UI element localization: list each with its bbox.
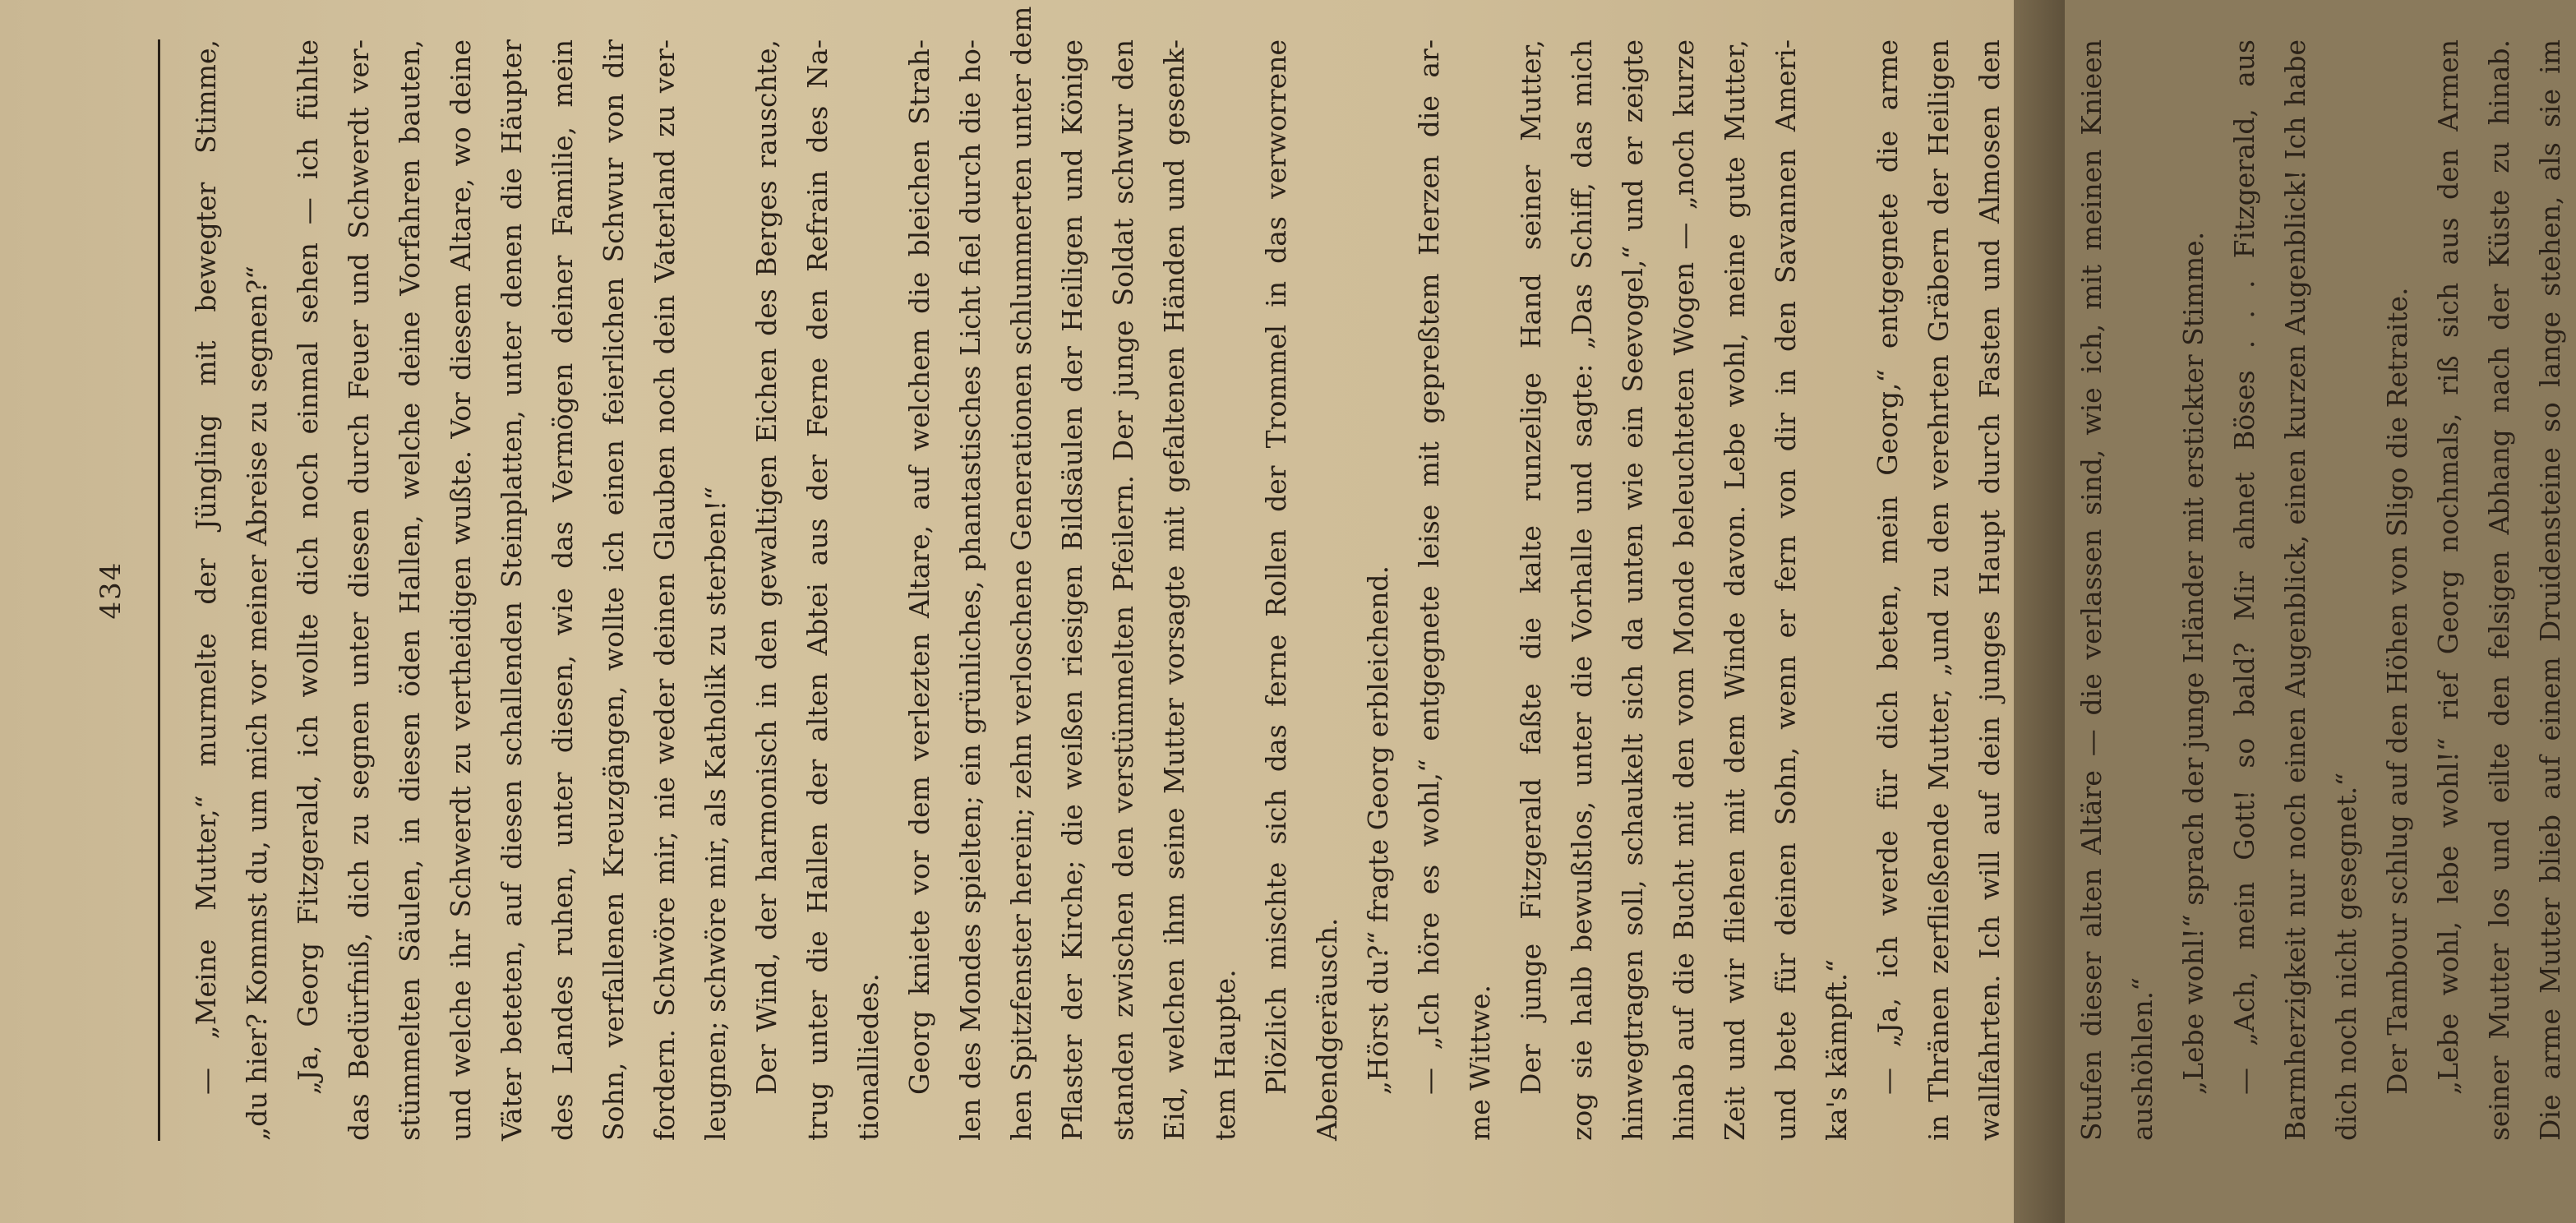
text-line: zog sie halb bewußtlos, unter die Vorhalle und sagte: „Das Schiff, das mich bbox=[1566, 39, 1598, 1141]
text-line: — „Ach, mein Gott! so bald? Mir ahnet Böses . . . Fitzgerald, aus bbox=[2228, 39, 2260, 1095]
text-line: Georg kniete vor dem verlezten Altare, auf welchem die bleichen Strah- bbox=[903, 39, 935, 1095]
text-line: — „Meine Mutter,“ murmelte der Jüngling mit bewegter Stimme, bbox=[190, 39, 222, 1095]
text-line: „Ja, Georg Fitzgerald, ich wollte dich noch einmal sehen — ich fühlte bbox=[292, 39, 324, 1095]
text-line: Eid, welchen ihm seine Mutter vorsagte mit gefaltenen Händen und gesenk- bbox=[1158, 39, 1190, 1141]
text-line: Plözlich mischte sich das ferne Rollen der Trommel in das verworrene bbox=[1260, 39, 1292, 1095]
text-line: Zeit und wir fliehen mit dem Winde davon. Lebe wohl, meine gute Mutter, bbox=[1719, 39, 1751, 1141]
text-line: Die arme Mutter blieb auf einem Druidensteine so lange stehen, als sie im bbox=[2534, 39, 2566, 1141]
text-line: wallfahrten. Ich will auf dein junges Haupt durch Fasten und Almosen den bbox=[1974, 39, 2006, 1141]
text-line: Der junge Fitzgerald faßte die kalte runzelige Hand seiner Mutter, bbox=[1515, 39, 1547, 1095]
text-line: Väter beteten, auf diesen schallenden Steinplatten, unter denen die Häupter bbox=[496, 39, 528, 1141]
text-line: — „Ich höre es wohl,“ entgegnete leise mit gepreßtem Herzen die ar- bbox=[1413, 39, 1445, 1095]
text-line: „Lebe wohl, lebe wohl!“ rief Georg nochmals, riß sich aus den Armen bbox=[2432, 39, 2464, 1095]
text-line: und welche ihr Schwerdt zu vertheidigen wußte. Vor diesem Altare, wo deine bbox=[445, 39, 477, 1141]
text-line: ka's kämpft.“ bbox=[1821, 958, 1853, 1141]
text-line: fordern. Schwöre mir, nie weder deinen Glauben noch dein Vaterland zu ver- bbox=[649, 39, 681, 1141]
text-line: Stufen dieser alten Altäre — die verlassen sind, wie ich, mit meinen Knieen bbox=[2075, 39, 2107, 1141]
text-line: tem Haupte. bbox=[1209, 969, 1241, 1141]
text-line: Der Tambour schlug auf den Höhen von Sligo die Retraite. bbox=[2381, 287, 2413, 1095]
text-line: dich noch nicht gesegnet.“ bbox=[2330, 772, 2362, 1141]
text-line: tionalliedes. bbox=[852, 973, 884, 1141]
text-line: Abendgeräusch. bbox=[1311, 917, 1343, 1141]
text-line: hinab auf die Bucht mit den vom Monde beleuchteten Wogen — „noch kurze bbox=[1668, 39, 1700, 1141]
text-line: Pflaster der Kirche; die weißen riesigen Bildsäulen der Heiligen und Könige bbox=[1056, 39, 1088, 1141]
text-line: in Thränen zerfließende Mutter, „und zu den verehrten Gräbern der Heiligen bbox=[1923, 39, 1955, 1141]
body-text bbox=[181, 6, 2576, 1141]
text-line: seiner Mutter los und eilte den felsigen Abhang nach der Küste zu hinab. bbox=[2483, 39, 2515, 1141]
text-line: — „Ja, ich werde für dich beten, mein Georg,“ entgegnete die arme bbox=[1872, 39, 1904, 1095]
header-rule bbox=[158, 39, 160, 1141]
text-line: „Hörst du?“ fragte Georg erbleichend. bbox=[1362, 565, 1394, 1095]
text-line: „Lebe wohl!“ sprach der junge Irländer mit erstickter Stimme. bbox=[2177, 231, 2209, 1095]
text-line: leugnen; schwöre mir, als Katholik zu sterben!“ bbox=[699, 486, 732, 1141]
text-line: Barmherzigkeit nur noch einen Augenblick, einen kurzen Augenblick! Ich habe bbox=[2279, 39, 2311, 1141]
text-line: standen zwischen den verstümmelten Pfeilern. Der junge Soldat schwur den bbox=[1107, 39, 1139, 1141]
page-edge bbox=[2014, 0, 2065, 1223]
text-line: aushöhlen.“ bbox=[2126, 977, 2158, 1141]
text-line: „du hier? Kommst du, um mich vor meiner Abreise zu segnen?“ bbox=[241, 265, 273, 1141]
text-line: len des Mondes spielten; ein grünliches, phantastisches Licht fiel durch die ho- bbox=[954, 39, 986, 1141]
text-line: das Bedürfniß, dich zu segnen unter diesen durch Feuer und Schwerdt ver- bbox=[343, 39, 375, 1141]
text-line: Sohn, verfallenen Kreuzgängen, wollte ich einen feierlichen Schwur von dir bbox=[598, 39, 630, 1141]
text-line: stümmelten Säulen, in diesen öden Hallen, welche deine Vorfahren bauten, bbox=[394, 39, 426, 1141]
page-number: 434 bbox=[95, 561, 127, 620]
rotated-text-frame bbox=[82, 6, 2566, 1141]
text-line: und bete für deinen Sohn, wenn er fern von dir in den Savannen Ameri- bbox=[1770, 39, 1802, 1141]
text-line: hen Spitzfenster herein; zehn verloschene Generationen schlummerten unter dem bbox=[1005, 6, 1037, 1141]
text-line: hinwegtragen soll, schaukelt sich da unten wie ein Seevogel,“ und er zeigte bbox=[1617, 39, 1649, 1141]
text-line: trug unter die Hallen der alten Abtei aus der Ferne den Refrain des Na- bbox=[801, 39, 833, 1141]
text-line: Der Wind, der harmonisch in den gewaltigen Eichen des Berges rauschte, bbox=[750, 39, 782, 1095]
text-line: me Wittwe. bbox=[1464, 985, 1496, 1141]
text-line: des Landes ruhen, unter diesen, wie das Vermögen deiner Familie, mein bbox=[547, 39, 579, 1141]
